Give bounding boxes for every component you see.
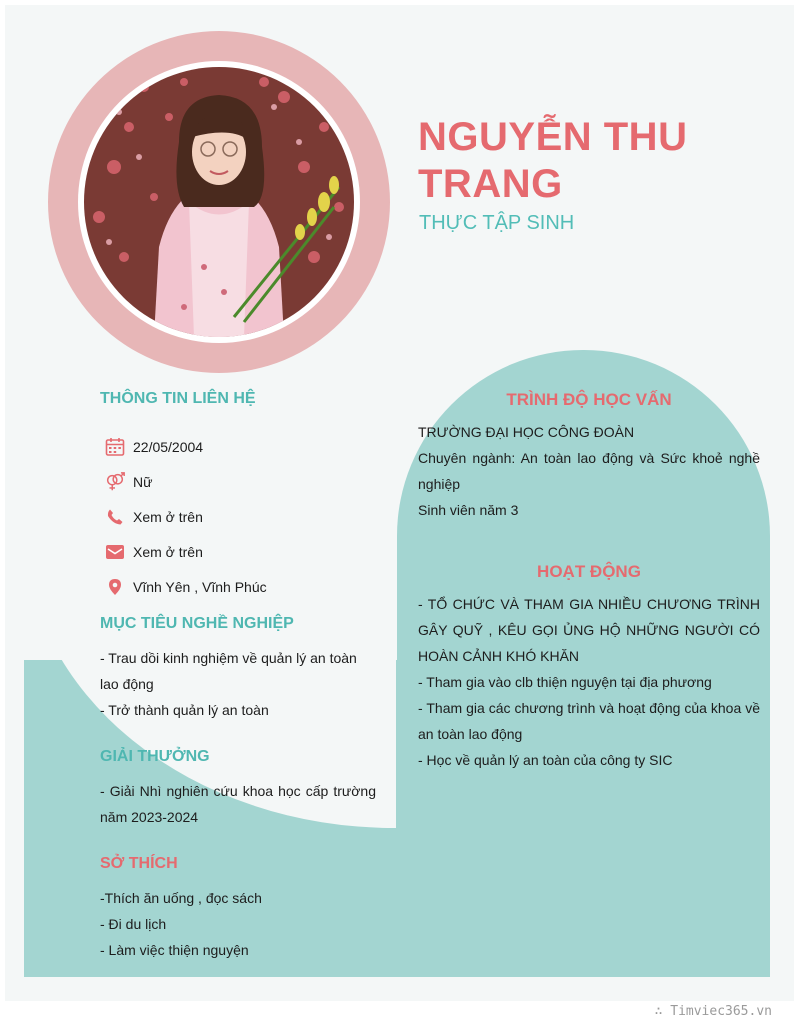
list-item: Chuyên ngành: An toàn lao động và Sức khoẻ nghề nghiệp [418,450,760,492]
gender-value: Nữ [133,474,153,490]
contact-heading: THÔNG TIN LIÊN HỆ [100,390,256,407]
list-item: - Trau dồi kinh nghiệm về quản lý an toàn lao động [100,650,357,692]
contact-item-birthday [104,434,203,460]
list-item: - TỔ CHỨC VÀ THAM GIA NHIỀU CHƯƠNG TRÌNH GÂY QUỸ , KÊU GỌI ỦNG HỘ NHỮNG NGƯỜI CÓ HOÀN CẢNH KHÓ KHĂN [418,596,760,664]
awards-heading: GIẢI THƯỞNG [100,748,210,765]
awards-list [100,778,376,830]
contact-item-email [104,539,203,565]
education-list [418,419,760,523]
footer-watermark: ∴ Timviec365.vn [654,1004,772,1019]
list-item: - Đi du lịch [100,916,167,932]
email-value: Xem ở trên [133,544,203,560]
education-heading: TRÌNH ĐỘ HỌC VẤN [506,390,672,409]
objective-list [100,645,376,723]
contact-item-gender [104,469,152,495]
email-icon [104,541,126,563]
contact-item-phone [104,504,203,530]
candidate-role: THỰC TẬP SINH [419,212,575,234]
activities-list [418,591,760,773]
list-item: - Trở thành quản lý an toàn [100,702,269,718]
avatar-photo [84,67,354,337]
list-item: TRƯỜNG ĐẠI HỌC CÔNG ĐOÀN [418,424,635,440]
list-item: Sinh viên năm 3 [418,502,519,518]
list-item: - Học về quản lý an toàn của công ty SIC [418,752,673,768]
hobbies-list [100,885,376,963]
contact-item-address [104,574,267,600]
address-value: Vĩnh Yên , Vĩnh Phúc [133,579,267,595]
phone-icon [104,506,126,528]
list-item: - Giải Nhì nghiên cứu khoa học cấp trường năm 2023-2024 [100,783,376,825]
hobbies-heading: SỞ THÍCH [100,855,178,872]
calendar-icon [104,436,126,458]
phone-value: Xem ở trên [133,509,203,525]
objective-heading: MỤC TIÊU NGHỀ NGHIỆP [100,615,294,632]
list-item: - Tham gia các chương trình và hoạt động của khoa về an toàn lao động [418,700,760,742]
activities-heading: HOẠT ĐỘNG [537,562,641,581]
gender-icon [104,471,126,493]
birthday-value: 22/05/2004 [133,439,204,455]
location-pin-icon [104,576,126,598]
list-item: - Tham gia vào clb thiện nguyện tại địa phương [418,674,712,690]
list-item: -Thích ăn uống , đọc sách [100,890,262,906]
list-item: - Làm việc thiện nguyện [100,942,249,958]
candidate-name: NGUYỄN THU TRANG [418,115,688,206]
